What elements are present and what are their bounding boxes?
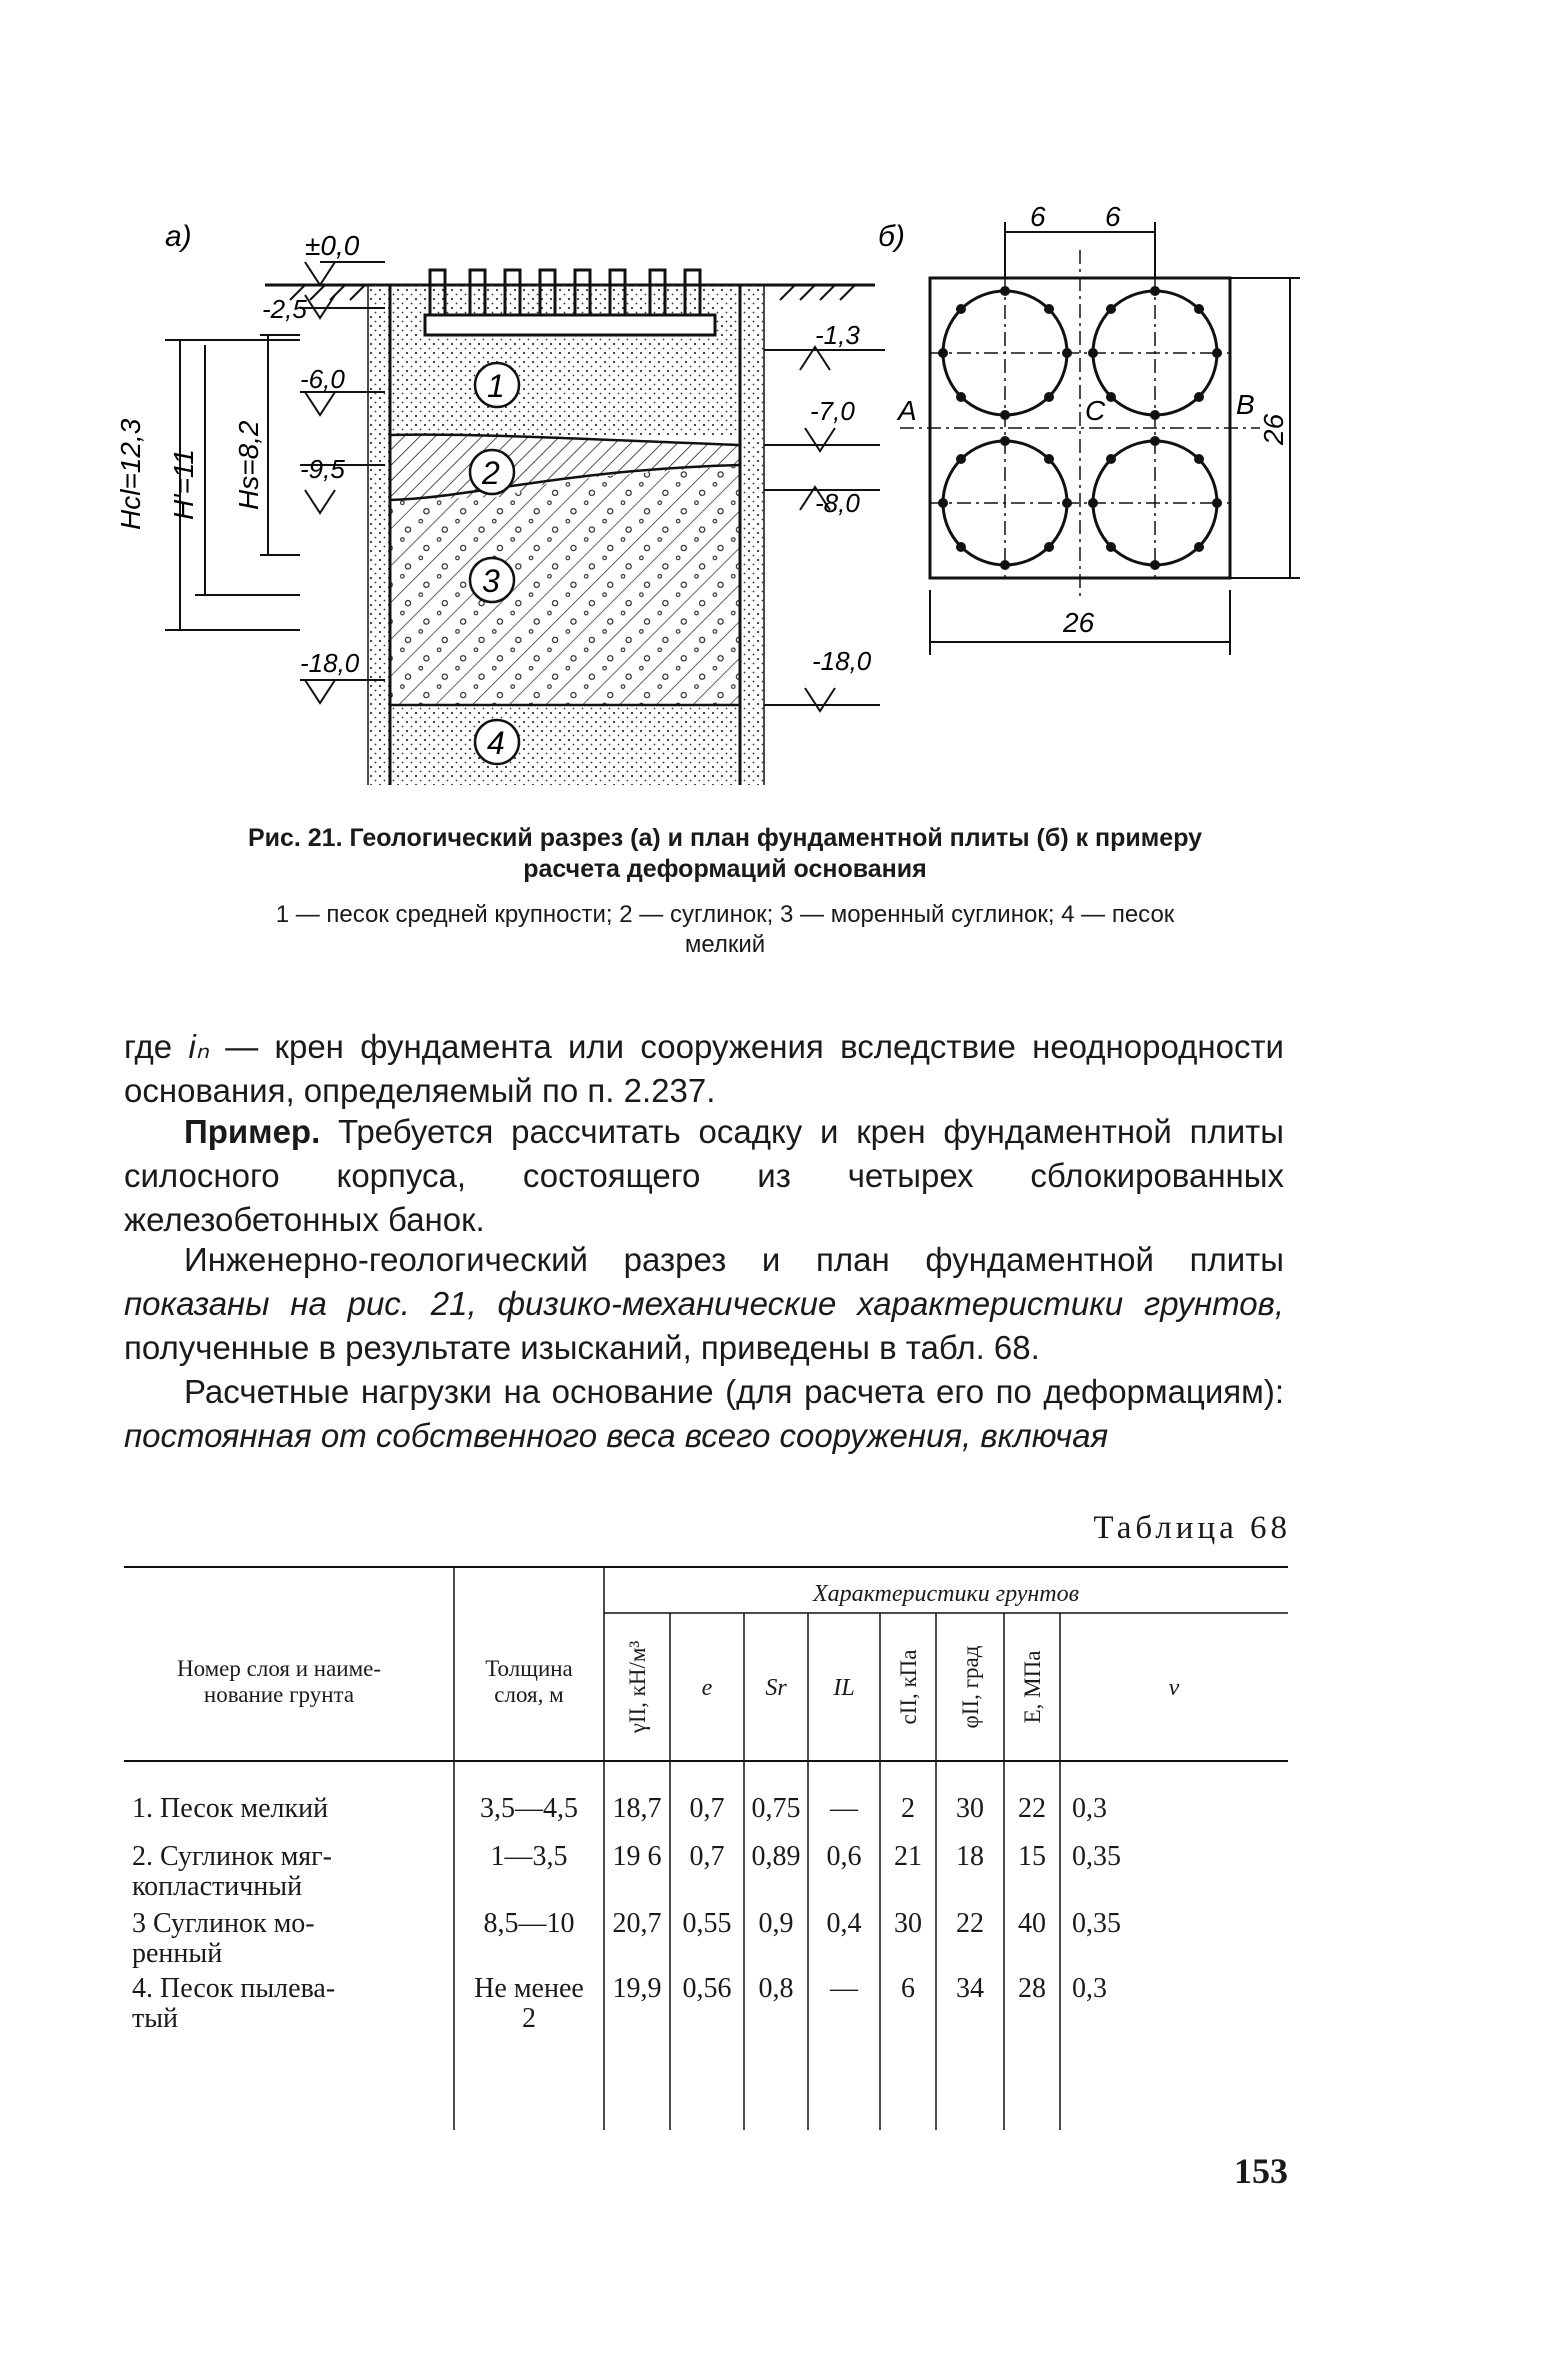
table-cell-value: 0,35 bbox=[1072, 1841, 1121, 1872]
table-cell-thickness: 8,5—10 bbox=[483, 1908, 575, 1939]
svg-text:2: 2 bbox=[482, 455, 500, 491]
plan-dimensions bbox=[930, 222, 1300, 655]
dim-hs: Hs=8,2 bbox=[233, 420, 264, 510]
plan-dim-bottom: 26 bbox=[1063, 607, 1095, 638]
page-number: 153 bbox=[1234, 2151, 1288, 2191]
table-cell-value: 6 bbox=[901, 1973, 915, 2004]
table-cell-thickness: 2 bbox=[522, 2003, 536, 2034]
table-cell-value: 19 6 bbox=[612, 1841, 662, 1872]
table-param-header: e bbox=[701, 1675, 713, 1701]
table-title: Таблица 68 bbox=[1093, 1510, 1291, 1546]
svg-text:4: 4 bbox=[487, 725, 505, 761]
elev-25: -2,5 bbox=[262, 294, 307, 324]
table-cell-name: 1. Песок мелкий bbox=[132, 1793, 329, 1824]
plan-dim-top-1: 6 bbox=[1030, 201, 1046, 232]
table-col-header-name: нование грунта bbox=[203, 1682, 355, 1707]
table-cell-value: 0,3 bbox=[1072, 1793, 1107, 1824]
dim-hcl: Hcl=12,3 bbox=[115, 418, 146, 530]
table-cell-thickness: 3,5—4,5 bbox=[480, 1793, 578, 1824]
table-cell-value: 21 bbox=[894, 1841, 922, 1872]
table-param-header: φII, град bbox=[958, 1645, 983, 1729]
plan-axes bbox=[900, 250, 1260, 600]
table-cell-value: 0,4 bbox=[826, 1908, 862, 1939]
table-param-header: γII, кН/м³ bbox=[625, 1640, 650, 1734]
table-cell-value: 18,7 bbox=[612, 1793, 662, 1824]
table-col-header-thickness: слоя, м bbox=[494, 1682, 564, 1707]
foundation-slab bbox=[425, 315, 715, 335]
paragraph-tilt-definition: где iₙ — крен фундамента или сооружения вследствие неоднородности основания, определяемый по п. 2.237. bbox=[124, 1028, 1284, 1109]
table-cell-value: 30 bbox=[956, 1793, 984, 1824]
table-param-header: ν bbox=[1168, 1675, 1180, 1701]
table-cell-value: — bbox=[830, 1793, 858, 1824]
dim-h: H'=11 bbox=[168, 449, 199, 520]
table-param-header: IL bbox=[833, 1675, 855, 1701]
layer-3-fill bbox=[390, 465, 740, 705]
elev-60: -6,0 bbox=[300, 364, 345, 394]
fig-label-a: а) bbox=[165, 220, 192, 253]
table-cell-name: 2. Суглинок мяг- bbox=[132, 1841, 332, 1872]
table-cell-value: 19,9 bbox=[612, 1973, 662, 2004]
table-cell-value: 0,7 bbox=[689, 1793, 725, 1824]
svg-text:3: 3 bbox=[482, 563, 500, 599]
table-cell-value: 20,7 bbox=[612, 1908, 662, 1939]
table-cell-name: 4. Песок пылева- bbox=[132, 1973, 336, 2004]
elev-ground: ±0,0 bbox=[305, 230, 360, 261]
elev-70: -7,0 bbox=[810, 396, 855, 426]
table-cell-value: 18 bbox=[956, 1841, 984, 1872]
table-cell-thickness: Не менее bbox=[474, 1973, 584, 2004]
table-param-header: cII, кПа bbox=[896, 1649, 921, 1725]
table-cell-value: 0,56 bbox=[682, 1973, 732, 2004]
table-col-header-thickness: Толщина bbox=[485, 1656, 573, 1681]
figure-caption-legend: 1 — песок средней крупности; 2 — суглинок; 3 — моренный суглинок; 4 — песок мелкий bbox=[275, 901, 1175, 958]
side-fill-right bbox=[740, 435, 764, 705]
figure-caption-title: Рис. 21. Геологический разрез (а) и план фундаментной плиты (б) к примеру расчета деформаций основания bbox=[247, 824, 1203, 883]
table-col-header-name: Номер слоя и наиме- bbox=[176, 1656, 382, 1681]
table-cell-value: 30 bbox=[894, 1908, 922, 1939]
table-cell-name: 3 Суглинок мо- bbox=[132, 1908, 315, 1939]
fig-label-b: б) bbox=[878, 220, 905, 253]
table-cell-value: 2 bbox=[901, 1793, 915, 1824]
paragraph-section-reference: Инженерно-геологический разрез и план фундаментной плиты показаны на рис. 21, физико-механические характеристики грунтов, полученные в результате изысканий, приведены в табл. 68. bbox=[124, 1241, 1284, 1366]
plan-point-b: B bbox=[1236, 389, 1255, 420]
elev-95: -9,5 bbox=[300, 454, 345, 484]
elev-80: -8,0 bbox=[815, 488, 860, 518]
plan-dim-top-2: 6 bbox=[1105, 201, 1121, 232]
table-cell-value: 0,6 bbox=[826, 1841, 862, 1872]
table-cell-value: 22 bbox=[1018, 1793, 1046, 1824]
table-cell-value: 22 bbox=[956, 1908, 984, 1939]
table-param-header: Sr bbox=[765, 1675, 787, 1701]
plan-point-c: C bbox=[1085, 395, 1106, 426]
paragraph-loads: Расчетные нагрузки на основание (для расчета его по деформациям): постоянная от собственного веса всего сооружения, включая bbox=[124, 1373, 1284, 1454]
elev-13: -1,3 bbox=[815, 320, 860, 350]
table-cell-value: 0,55 bbox=[682, 1908, 732, 1939]
table-cell-value: 15 bbox=[1018, 1841, 1046, 1872]
table-cell-value: 0,35 bbox=[1072, 1908, 1121, 1939]
side-fill-left bbox=[368, 435, 390, 705]
layer-4-fill bbox=[368, 705, 764, 785]
elev-180-right: -18,0 bbox=[812, 646, 872, 676]
table-group-header: Характеристики грунтов bbox=[812, 1581, 1080, 1607]
table-cell-value: 34 bbox=[956, 1973, 984, 2004]
table-param-header: E, МПа bbox=[1020, 1650, 1045, 1724]
layer-1-fill bbox=[368, 285, 764, 435]
table-cell-name: ренный bbox=[132, 1938, 223, 1969]
table-cell-thickness: 1—3,5 bbox=[490, 1841, 568, 1872]
table-cell-name: копластичный bbox=[132, 1871, 303, 1902]
table-cell-value: 0,75 bbox=[751, 1793, 801, 1824]
table-cell-value: 0,7 bbox=[689, 1841, 725, 1872]
table-cell-value: 28 bbox=[1018, 1973, 1046, 2004]
svg-text:1: 1 bbox=[487, 368, 505, 404]
table-cell-name: тый bbox=[132, 2003, 179, 2034]
table-cell-value: — bbox=[830, 1973, 858, 2004]
table-cell-value: 0,89 bbox=[751, 1841, 801, 1872]
table-cell-value: 0,9 bbox=[758, 1908, 794, 1939]
table-cell-value: 0,8 bbox=[758, 1973, 794, 2004]
table-cell-value: 0,3 bbox=[1072, 1973, 1107, 2004]
paragraph-example: Пример. Требуется рассчитать осадку и крен фундаментной плиты силосного корпуса, состоящего из четырех сблокированных железобетонных банок. bbox=[124, 1113, 1284, 1238]
figure-21 bbox=[0, 0, 1545, 800]
table-68 bbox=[124, 1565, 1288, 2135]
elev-180-left: -18,0 bbox=[300, 648, 360, 678]
table-cell-value: 40 bbox=[1018, 1908, 1046, 1939]
plan-dim-right: 26 bbox=[1258, 413, 1289, 445]
plan-point-a: A bbox=[898, 395, 917, 426]
